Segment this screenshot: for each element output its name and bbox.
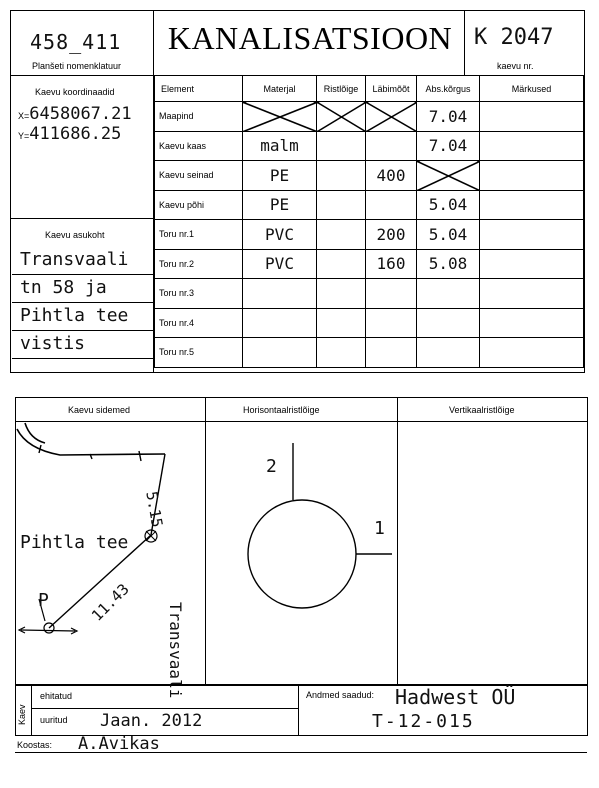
data-source-value: Hadwest OÜ — [395, 685, 516, 709]
table-row — [155, 249, 584, 279]
row-element: Toru nr.2 — [155, 249, 243, 279]
page-title: KANALISATSIOON — [167, 20, 453, 56]
row-abs: 7.04 — [417, 102, 480, 132]
row-diameter — [366, 308, 417, 338]
pipe-label-1: 1 — [374, 518, 385, 539]
row-diameter — [366, 338, 417, 368]
row-diameter — [366, 279, 417, 309]
row-notes — [480, 102, 584, 132]
row-section — [317, 249, 366, 279]
well-number-label: kaevu nr. — [497, 61, 534, 71]
row-material — [243, 338, 317, 368]
row-element: Kaevu seinad — [155, 161, 243, 191]
row-notes — [480, 249, 584, 279]
row-notes — [480, 279, 584, 309]
location-label: Kaevu asukoht — [45, 230, 105, 240]
row-material: malm — [243, 131, 317, 161]
row-element: Kaevu kaas — [155, 131, 243, 161]
location-lines — [12, 247, 153, 359]
table-row — [155, 102, 584, 132]
well-number: K 2047 — [474, 25, 554, 50]
x-value: 6458067.21 — [29, 104, 132, 124]
col-header-element: Element — [155, 76, 243, 102]
table-row — [155, 338, 584, 368]
table-row — [155, 131, 584, 161]
x-coordinate — [18, 104, 132, 124]
compiled-label: Koostas: — [17, 740, 53, 750]
col-label-connections: Kaevu sidemed — [68, 405, 131, 415]
data-source-ref: T-12-015 — [372, 711, 475, 732]
col-header-abs: Abs.kõrgus — [417, 76, 480, 102]
col-header-notes: Märkused — [480, 76, 584, 102]
row-material — [243, 308, 317, 338]
row-notes — [480, 338, 584, 368]
location-line: vistis — [12, 331, 153, 359]
row-abs: 5.04 — [417, 190, 480, 220]
row-diameter: 160 — [366, 249, 417, 279]
x-prefix: X= — [18, 111, 30, 121]
horizontal-section-sketch — [206, 421, 397, 684]
row-diameter: 200 — [366, 220, 417, 250]
table-row — [155, 190, 584, 220]
row-material: PE — [243, 161, 317, 191]
row-abs: 5.08 — [417, 249, 480, 279]
distance-label-1: 5.15 — [142, 490, 167, 529]
distance-label-2: 11.43 — [88, 580, 133, 625]
coordinates-label: Kaevu koordinaadid — [35, 87, 115, 97]
row-section — [317, 161, 366, 191]
row-abs: 7.04 — [417, 131, 480, 161]
y-prefix: Y= — [18, 131, 30, 141]
row-notes — [480, 131, 584, 161]
row-element: Toru nr.4 — [155, 308, 243, 338]
table-row — [155, 308, 584, 338]
row-element: Toru nr.1 — [155, 220, 243, 250]
nomenclature-value: 458_411 — [30, 30, 122, 54]
col-header-diameter: Läbimõõt — [366, 76, 417, 102]
col-header-section: Ristlõige — [317, 76, 366, 102]
y-coordinate — [18, 124, 121, 144]
row-material: PE — [243, 190, 317, 220]
row-material — [243, 279, 317, 309]
row-element: Toru nr.3 — [155, 279, 243, 309]
row-notes — [480, 161, 584, 191]
location-line: tn 58 ja — [12, 275, 153, 303]
row-section — [317, 308, 366, 338]
col-label-vertical: Vertikaalristlõige — [449, 405, 515, 415]
row-section — [317, 131, 366, 161]
row-section — [317, 338, 366, 368]
row-material: PVC — [243, 220, 317, 250]
well-elements-table — [154, 75, 584, 368]
row-notes — [480, 220, 584, 250]
row-diameter — [366, 131, 417, 161]
col-label-horizontal: Horisontaalristlõige — [243, 405, 320, 415]
table-row — [155, 220, 584, 250]
row-abs — [417, 308, 480, 338]
surveyed-label: uuritud — [40, 715, 68, 725]
row-abs — [417, 279, 480, 309]
compiled-value: A.Avikas — [78, 734, 160, 754]
nomenclature-label: Planšeti nomenklatuur — [32, 61, 122, 71]
row-section — [317, 102, 366, 132]
row-abs: 5.04 — [417, 220, 480, 250]
location-line: Transvaali — [12, 247, 153, 275]
surveyed-value: Jaan. 2012 — [100, 711, 203, 731]
street-label-pihtla: Pihtla tee — [20, 532, 129, 553]
row-element: Toru nr.5 — [155, 338, 243, 368]
table-row — [155, 161, 584, 191]
data-source-label: Andmed saadud: — [306, 690, 375, 700]
location-line: Pihtla tee — [12, 303, 153, 331]
row-diameter: 400 — [366, 161, 417, 191]
row-material — [243, 102, 317, 132]
row-notes — [480, 190, 584, 220]
table-row — [155, 279, 584, 309]
row-element: Kaevu põhi — [155, 190, 243, 220]
row-abs — [417, 338, 480, 368]
row-section — [317, 190, 366, 220]
built-label: ehitatud — [40, 691, 73, 701]
street-label-transvaali: Transvaali — [166, 602, 185, 699]
row-diameter — [366, 102, 417, 132]
pipe-label-2: 2 — [266, 456, 277, 477]
row-section — [317, 220, 366, 250]
row-material: PVC — [243, 249, 317, 279]
kaev-label: Kaev — [17, 704, 27, 725]
row-notes — [480, 308, 584, 338]
col-header-material: Materjal — [243, 76, 317, 102]
row-element: Maapind — [155, 102, 243, 132]
y-value: 411686.25 — [29, 124, 122, 144]
marker-p: P — [38, 590, 49, 611]
row-section — [317, 279, 366, 309]
row-abs — [417, 161, 480, 191]
row-diameter — [366, 190, 417, 220]
